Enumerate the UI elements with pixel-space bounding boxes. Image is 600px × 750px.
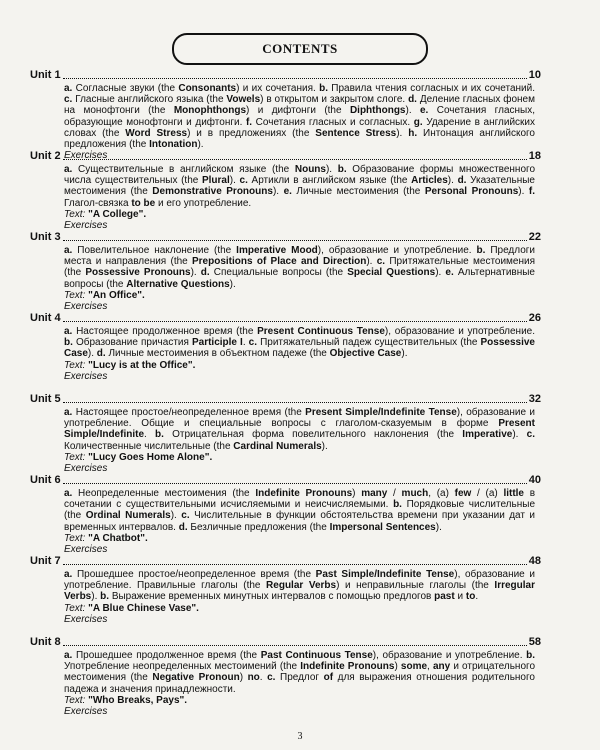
description-text: ) в открытом и закрытом слоге. <box>260 94 409 106</box>
text-label: Text: <box>64 694 86 706</box>
description-bold-term: many <box>361 488 388 499</box>
unit-description <box>64 83 535 150</box>
description-bold-term: Vowels <box>226 94 261 106</box>
description-text: Безличные предложения (the <box>190 521 330 533</box>
description-bold-term: Special Questions <box>347 267 436 279</box>
description-text: Притяжательный падеж существительных (the <box>260 337 481 349</box>
description-text: и его употребление. <box>155 197 252 209</box>
description-bold-term: a. <box>64 245 78 256</box>
contents-entry <box>30 231 541 312</box>
description-text: Специальные вопросы (the <box>213 267 348 279</box>
unit-label: Unit 3 <box>30 231 61 243</box>
description-bold-term: Demonstrative Pronouns <box>152 186 273 198</box>
description-bold-term: Intonation <box>149 139 198 151</box>
description-bold-term: a. <box>64 326 77 337</box>
description-text: Притяжательные местоимения (the <box>64 256 536 279</box>
exercises-label: Exercises <box>64 613 108 625</box>
unit-page-number: 48 <box>528 555 541 567</box>
description-text: / <box>387 488 402 499</box>
exercises-label: Exercises <box>64 706 108 718</box>
exercises-label: Exercises <box>64 370 108 382</box>
unit-label: Unit 1 <box>30 69 61 81</box>
description-text: и отрицательного местоимения (the <box>64 661 536 684</box>
unit-description-block <box>64 569 535 625</box>
description-text: ). <box>518 186 529 198</box>
reading-text-line <box>64 209 535 220</box>
description-bold-term: b. <box>100 591 112 603</box>
description-text: . <box>242 337 249 349</box>
description-text: ), образование и употребление. <box>384 326 535 337</box>
description-text: Прошедшее простое/неопределенное время (the <box>76 569 316 580</box>
contents-entry <box>30 393 541 474</box>
description-bold-term: Articles <box>411 175 448 187</box>
description-text: ) и дифтонги (the <box>246 105 350 117</box>
contents-entry <box>30 150 541 231</box>
page-title: CONTENTS <box>262 41 338 56</box>
exercises-label: Exercises <box>64 544 108 556</box>
reading-text-title: "A College". <box>88 208 147 220</box>
description-bold-term: few <box>454 488 472 499</box>
dot-leader <box>63 320 527 322</box>
contents-entry <box>30 312 541 393</box>
page-number: 3 <box>297 731 303 742</box>
description-bold-term: to <box>465 591 476 603</box>
description-bold-term: Plural <box>201 175 230 187</box>
description-text: Гласные английского языка (the <box>75 94 227 106</box>
unit-heading-line[interactable] <box>30 555 541 567</box>
description-bold-term: Impersonal Sentences <box>329 521 436 533</box>
description-text: Количественные числительные (the <box>64 440 234 452</box>
description-bold-term: b. <box>319 83 332 94</box>
reading-text-line <box>64 360 535 371</box>
description-bold-term: past <box>434 591 455 603</box>
text-label: Text: <box>64 359 86 371</box>
reading-text-title: "Who Breaks, Pays". <box>88 694 188 706</box>
dot-leader <box>63 158 527 160</box>
description-text: Артикли в английском языке (the <box>251 175 412 187</box>
description-bold-term: Present Simple/Indefinite <box>64 418 535 441</box>
description-bold-term: Imperative Mood <box>236 245 318 256</box>
dot-leader <box>63 239 527 241</box>
dot-leader <box>63 644 527 646</box>
description-bold-term: b. <box>526 650 535 661</box>
description-text: ). <box>435 267 446 279</box>
description-text: ) и в предложениях (the <box>187 127 316 139</box>
description-bold-term: Participle I <box>191 337 243 349</box>
description-text: ). <box>405 105 420 117</box>
description-text: для выражения отношения родительного падежа и значения принадлежности. <box>64 672 535 695</box>
description-bold-term: no <box>247 672 260 684</box>
description-text: Глагол-связка <box>64 197 132 209</box>
reading-text-title: "Lucy is at the Office". <box>88 359 196 371</box>
description-bold-term: Possessive Pronouns <box>85 267 191 279</box>
description-text: ). <box>229 175 240 187</box>
description-bold-term: Possessive Case <box>64 337 535 360</box>
description-bold-term: d. <box>96 348 109 360</box>
contents-entry <box>30 636 541 717</box>
description-text: Настоящее продолженное время (the <box>76 326 258 337</box>
description-text: Предлог <box>280 672 324 684</box>
unit-label: Unit 7 <box>30 555 61 567</box>
description-text: Повелительное наклонение (the <box>77 245 237 256</box>
description-bold-term: a. <box>64 83 76 94</box>
unit-description-block <box>64 326 535 382</box>
description-text: Неопределенные местоимения (the <box>78 488 256 499</box>
description-bold-term: h. <box>408 127 423 139</box>
description-text: Выражение временных минутных интервалов с помощью предлогов <box>111 591 435 603</box>
description-text: Числительные в функции обстоятельства времени при указании дат и временных интервалов. <box>64 510 536 533</box>
description-text: ), образование и употребление. Правильные глаголы (the <box>64 569 535 592</box>
description-bold-term: b. <box>337 164 353 175</box>
description-text: ). <box>229 278 236 290</box>
reading-text-line <box>64 533 535 544</box>
description-bold-term: any <box>432 661 451 673</box>
description-text: , (a) <box>428 488 455 499</box>
text-label: Text: <box>64 532 86 544</box>
unit-description <box>64 488 535 533</box>
description-text: Согласные звуки (the <box>75 83 179 94</box>
description-bold-term: c. <box>526 429 535 441</box>
unit-label: Unit 6 <box>30 474 61 486</box>
description-bold-term: Past Simple/Indefinite Tense <box>315 569 455 580</box>
description-text: ), образование и употребление. <box>372 650 527 661</box>
description-bold-term: b. <box>155 429 173 441</box>
description-bold-term: Prepositions of Place and Direction <box>192 256 367 268</box>
unit-description-block <box>64 650 535 717</box>
unit-label: Unit 2 <box>30 150 61 162</box>
description-bold-term: Sentence Stress <box>315 127 397 139</box>
description-text: Указательные местоимения (the <box>64 175 535 198</box>
contents-entry <box>30 474 541 555</box>
description-bold-term: g. <box>413 116 427 128</box>
contents-title-frame <box>172 33 428 65</box>
unit-label: Unit 4 <box>30 312 61 324</box>
unit-description <box>64 407 535 452</box>
description-bold-term: Present Continuous Tense <box>257 326 385 337</box>
description-text: ), образование и употребление. <box>317 245 477 256</box>
reading-text-title: "A Chatbot". <box>88 532 148 544</box>
description-bold-term: c. <box>267 672 280 684</box>
unit-page-number: 26 <box>528 312 541 324</box>
description-text: Предлоги места и направления (the <box>64 245 535 268</box>
description-text: Сочетания гласных, образующие монофтонги и дифтонги. <box>64 105 535 128</box>
description-text: ). <box>366 256 377 268</box>
description-bold-term: Indefinite Pronouns <box>255 488 353 499</box>
description-text: . <box>475 591 479 603</box>
reading-text-line <box>64 290 535 301</box>
description-bold-term: b. <box>393 499 407 511</box>
description-text: . <box>259 672 268 684</box>
description-bold-term: Negative Pronoun <box>152 672 240 684</box>
unit-heading-line[interactable] <box>30 231 541 243</box>
unit-page-number: 32 <box>528 393 541 405</box>
description-text: ). <box>435 521 442 533</box>
description-bold-term: Regular Verbs <box>266 580 337 592</box>
unit-description <box>64 650 535 695</box>
exercises-label: Exercises <box>64 301 108 313</box>
unit-heading-line[interactable] <box>30 636 541 648</box>
unit-page-number: 22 <box>528 231 541 243</box>
description-bold-term: Monophthongs <box>173 105 247 117</box>
unit-description-block <box>64 407 535 474</box>
dot-leader <box>63 77 527 79</box>
reading-text-line <box>64 603 535 614</box>
description-bold-term: Nouns <box>294 164 326 175</box>
description-text: Образование формы множественного числа существительных (the <box>64 164 536 187</box>
description-bold-term: little <box>503 488 524 499</box>
unit-heading-line[interactable] <box>30 150 541 162</box>
unit-page-number: 58 <box>528 636 541 648</box>
description-text: Порядковые числительные (the <box>64 499 536 522</box>
description-text: Настоящее простое/неопределенное время (the <box>75 407 306 418</box>
description-bold-term: c. <box>376 256 390 268</box>
reading-text-line <box>64 452 535 463</box>
dot-leader <box>63 563 527 565</box>
unit-description <box>64 164 535 209</box>
text-label: Text: <box>64 208 86 220</box>
unit-description <box>64 245 535 290</box>
description-text: ), образование и употребление. Общие и специальные вопросы с глаголом-сказуемым в форме <box>64 407 535 430</box>
description-bold-term: b. <box>476 245 491 256</box>
description-bold-term: much <box>401 488 429 499</box>
description-text: ) и их сочетания. <box>236 83 320 94</box>
reading-text-line <box>64 695 535 706</box>
description-text: Правила чтения согласных и их сочетаний. <box>331 83 535 94</box>
description-text: ). <box>190 267 201 279</box>
description-bold-term: Consonants <box>178 83 237 94</box>
description-text: ) <box>352 488 362 499</box>
description-bold-term: a. <box>64 164 78 175</box>
description-bold-term: Present Simple/Indefinite Tense <box>305 407 457 418</box>
description-bold-term: Diphthongs <box>349 105 406 117</box>
dot-leader <box>63 482 527 484</box>
description-bold-term: some <box>400 661 428 673</box>
reading-text-title: "A Blue Chinese Vase". <box>88 602 199 614</box>
description-bold-term: c. <box>181 510 195 522</box>
text-label: Text: <box>64 451 86 463</box>
unit-page-number: 18 <box>528 150 541 162</box>
description-bold-term: a. <box>64 407 76 418</box>
description-text: ). <box>91 591 101 603</box>
description-bold-term: Imperative <box>462 429 513 441</box>
description-text: Образование причастия <box>75 337 192 349</box>
description-text: ). <box>512 429 527 441</box>
description-text: Употребление неопределенных местоимений (the <box>64 661 301 673</box>
exercises-label: Exercises <box>64 463 108 475</box>
exercises-label: Exercises <box>64 220 108 232</box>
description-bold-term: e. <box>420 105 437 117</box>
description-bold-term: f. <box>528 186 535 198</box>
description-bold-term: a. <box>64 488 79 499</box>
dot-leader <box>63 401 527 403</box>
contents-list <box>30 69 541 717</box>
description-bold-term: a. <box>64 569 77 580</box>
description-text: ). <box>197 139 204 151</box>
description-text: Отрицательная форма повелительного наклонения (the <box>172 429 463 441</box>
unit-description <box>64 326 535 360</box>
description-bold-term: f. <box>245 116 256 128</box>
description-text: ). <box>401 348 408 360</box>
description-bold-term: c. <box>64 94 76 106</box>
description-bold-term: Past Continuous Tense <box>260 650 373 661</box>
description-bold-term: Objective Case <box>329 348 402 360</box>
description-bold-term: d. <box>178 521 191 533</box>
description-text: Альтернативные вопросы (the <box>64 267 535 290</box>
description-bold-term: Word Stress <box>125 127 188 139</box>
unit-heading-line[interactable] <box>30 69 541 81</box>
description-text: ) и неправильные глаголы (the <box>336 580 495 592</box>
description-text: в сочетании с существительными исчисляемыми и неисчисляемыми. <box>64 488 536 511</box>
description-bold-term: b. <box>64 337 76 349</box>
description-bold-term: d. <box>200 267 214 279</box>
description-bold-term: Cardinal Numerals <box>233 440 322 452</box>
description-text: и <box>454 591 466 603</box>
description-bold-term: e. <box>283 186 297 198</box>
description-text: ). <box>447 175 458 187</box>
unit-description-block <box>64 164 535 231</box>
unit-heading-line[interactable] <box>30 393 541 405</box>
description-bold-term: d. <box>457 175 471 187</box>
description-bold-term: e. <box>445 267 458 279</box>
description-text: Деление гласных фонем на монофтонги (the <box>64 94 535 117</box>
unit-description <box>64 569 535 603</box>
description-bold-term: a. <box>64 650 76 661</box>
description-text: Прошедшее продолженное время (the <box>75 650 261 661</box>
description-text: ) <box>394 661 401 673</box>
description-text: Ударение в английских словах (the <box>64 116 536 139</box>
description-text: ). <box>87 348 97 360</box>
unit-heading-line[interactable] <box>30 474 541 486</box>
description-text: ) <box>239 672 248 684</box>
unit-page-number: 10 <box>528 69 541 81</box>
unit-heading-line[interactable] <box>30 312 541 324</box>
description-bold-term: to be <box>131 197 156 209</box>
description-text: , <box>427 661 433 673</box>
reading-text-title: "An Office". <box>88 289 145 301</box>
description-text: ). <box>170 510 182 522</box>
description-bold-term: c. <box>239 175 252 187</box>
unit-label: Unit 8 <box>30 636 61 648</box>
exercises-label: Exercises <box>64 150 108 162</box>
description-text: Существительные в английском языке (the <box>78 164 295 175</box>
description-text: Сочетания гласных и согласных. <box>255 116 414 128</box>
unit-label: Unit 5 <box>30 393 61 405</box>
description-bold-term: Indefinite Pronouns <box>300 661 395 673</box>
description-text: ). <box>321 440 328 452</box>
reading-text-title: "Lucy Goes Home Alone". <box>88 451 213 463</box>
text-label: Text: <box>64 602 86 614</box>
description-text: ). <box>272 186 284 198</box>
unit-page-number: 40 <box>528 474 541 486</box>
description-text: ). <box>325 164 338 175</box>
description-text: Личные местоимения в объектном падеже (the <box>108 348 330 360</box>
description-bold-term: Alternative Questions <box>126 278 230 290</box>
description-bold-term: Irregular Verbs <box>64 580 535 603</box>
description-bold-term: Personal Pronouns <box>424 186 519 198</box>
description-bold-term: c. <box>248 337 261 349</box>
description-text: / (a) <box>471 488 504 499</box>
description-bold-term: d. <box>408 94 420 106</box>
unit-description-block <box>64 488 535 555</box>
description-bold-term: Ordinal Numerals <box>85 510 171 522</box>
description-text: Личные местоимения (the <box>296 186 425 198</box>
description-text: ). <box>396 127 409 139</box>
contents-entry <box>30 555 541 636</box>
description-bold-term: of <box>323 672 334 684</box>
description-text: . <box>144 429 155 441</box>
description-text: Интонация английского предложения (the <box>64 127 535 151</box>
text-label: Text: <box>64 289 86 301</box>
unit-description-block <box>64 245 535 312</box>
